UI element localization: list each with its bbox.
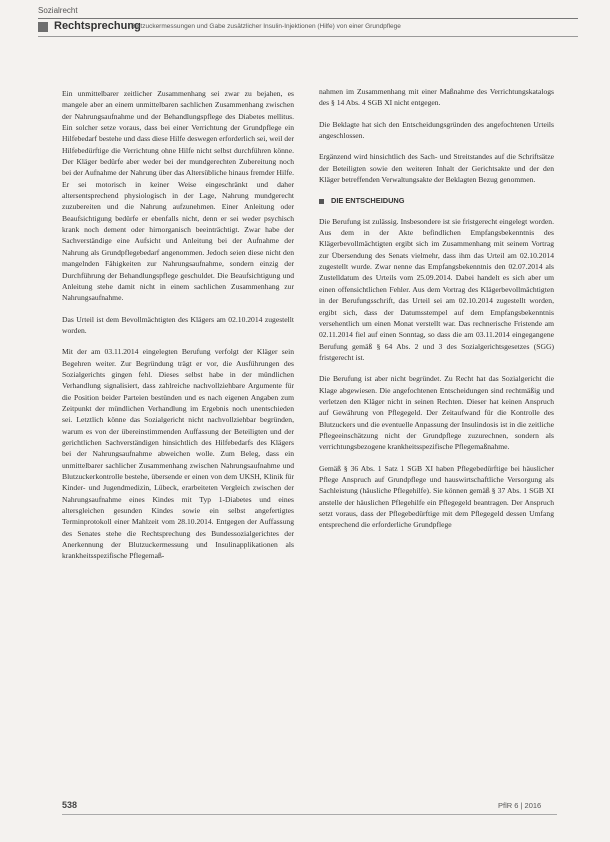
journal-citation: PflR 6 | 2016: [498, 801, 542, 810]
page-number: 538: [62, 800, 78, 810]
paragraph: Die Berufung ist zulässig. Insbesondere ist sie fristgerecht eingelegt worden. Aus dem in der Akte befindlichen Empfangsbekenntnis des Klägerbevollmächtigten ergibt sich im Zusammenhang mit seinem Vortrag zur Übersendung des Senats vielmehr, dass ihm das Urteil am 02.10.2014 zugestellt wurde. Zwar nenne das Empfangsbekenntnis den 02.07.2014 als Zustelldatum des Urteils vom 25.09.2014. Dabei handelt es sich aber um einen offensichtlichen Fehler. Aus dem Vortrag des Klägerbevollmächtigten in der Berufungsschrift, das Urteil sei am 02.10.2014 zugestellt worden, ergibt sich, dass der Datumsstempel auf dem Empfangsbekenntnis versehentlich um einen Monat verstellt war. Das rechnerische Fristende am 02.11.2014 fiel auf einen Sonntag, so dass die am 03.11.2014 eingegangene Berufung gemäß § 64 Abs. 2 und 3 des Sozialgerichtsgesetzes (SGG) fristgerecht ist.: [319, 216, 554, 362]
section-heading: [319, 195, 554, 206]
square-bullet-icon: [319, 199, 324, 204]
right-column: [319, 86, 554, 541]
section-label: Sozialrecht: [38, 6, 78, 15]
paragraph: Die Beklagte hat sich den Entscheidungsgründen des angefochtenen Urteils angeschlossen.: [319, 119, 554, 141]
header-title: Rechtsprechung: [54, 20, 141, 32]
paragraph: Gemäß § 36 Abs. 1 Satz 1 SGB XI haben Pflegebedürftige bei häuslicher Pflege Anspruch auf Grundpflege und hauswirtschaftliche Versorgung als Sachleistung (häusliche Pflegehilfe). Sie können gemäß § 37 Abs. 1 SGB XI anstelle der häuslichen Pflegehilfe ein Pflegegeld beantragen. Der Anspruch setzt voraus, dass der Pflegebedürftige mit dem Pflegegeld dessen Umfang entsprechend die erforderliche Grundpflege: [319, 463, 554, 530]
paragraph: Ein unmittelbarer zeitlicher Zusammenhang sei zwar zu bejahen, es mangele aber an einem unmittelbaren sachlichen Zusammenhang zwischen der Nahrungsaufnahme und der Behandlungspflege des Diabetes mellitus. Ein solcher setze voraus, dass bei einer Verrichtung der Grundpflege ein Hilfebedarf bestehe und dass diese Hilfe deswegen erforderlich sei, weil der Hilfebedürftige die Verrichtung ohne Hilfe nicht selbst durchführen könne. Der Kläger bedürfe aber weder bei der mundgerechten Zubereitung noch bei der Aufnahme der Nahrung über das Altersübliche hinaus fremder Hilfe. Er sei motorisch in keiner Weise eingeschränkt und daher altersentsprechend physiologisch in der Lage, Nahrung mundgerecht zuzubereiten und die Nahrung aufzunehmen. Einer Anleitung oder Beaufsichtigung bedürfe er ebenfalls nicht, denn er sei weder psychisch krank noch dement oder hirnorganisch beeinträchtigt. Zwar habe der Sachverständige eine Aufsicht und Anleitung bei der Aufnahme der Nahrung als Grundpflegebedarf angenommen. Jedoch seien diese nicht den mangelnden Fähigkeiten zur Nahrungsaufnahme, sondern einzig der Durchführung der Behandlungspflege geschuldet. Die Beaufsichtigung und Anleitung stehe damit nicht in einem sachlichen Zusammenhang zur Nahrungsaufnahme.: [62, 89, 294, 303]
top-divider: [38, 18, 578, 19]
paragraph: Ergänzend wird hinsichtlich des Sach- und Streitstandes auf die Schriftsätze der Beteiligten sowie den weiteren Inhalt der Gerichtsakte und der den Kläger betreffenden Verwaltungsakte der Beklagten Bezug genommen.: [319, 152, 554, 185]
section-heading-text: DIE ENTSCHEIDUNG: [331, 196, 405, 206]
footer-divider: [62, 814, 557, 815]
paragraph: nahmen im Zusammenhang mit einer Maßnahme des Verrichtungskatalogs des § 14 Abs. 4 SGB XI nicht entgegen.: [319, 87, 554, 108]
header-subtitle: Blutzuckermessungen und Gabe zusätzlicher Insulin-Injektionen (Hilfe) von einer Grundpflege: [131, 23, 401, 30]
left-column: [62, 88, 294, 572]
paragraph: Mit der am 03.11.2014 eingelegten Berufung verfolgt der Kläger sein Begehren weiter. Zur Begründung trägt er vor, die Ausführungen des Sozialgerichts gingen fehl. Dieses selbst habe in der mündlichen Verhandlung signalisiert, dass zahlreiche nachvollziehbare Argumente für die Position beider Parteien bestünden und es nach eigenen Angaben zum Zeitpunkt der mündlichen Verhandlung im Ergebnis noch unentschieden sei. Letztlich könne das Sozialgericht nicht nachvollziehbar begründen, warum es von der übereinstimmenden Auffassung der Beteiligten und der gerichtlichen Sachverständigen hinsichtlich des Hilfebedarfs des Klägers bei der Nahrungsaufnahme abweichen wolle. Zum Beleg, dass ein unmittelbarer sachlicher Zusammenhang zwischen Nahrungsaufnahme und Blutzuckerkontrolle bestehe, übersende er einen von dem UKSH, Klinik für Kinder- und Jugendmedizin, Lübeck, erarbeiteten Vergleich zwischen der Nahrungsaufnahme eines Kindes mit Typ 1-Diabetes und eines altersgleichen gesunden Kindes sowie ein selbst angefertigtes Terminprotokoll einer Mahlzeit vom 28.10.2014. Entgegen der Auffassung des Senates stehe die Rechtsprechung des Bundessozialgerichtes der Anerkennung der Blutzuckermessung und Insulinapplikationen als krankheitsspezifische Pflegemaß-: [62, 347, 294, 561]
header-square-icon: [38, 22, 48, 32]
paragraph: Das Urteil ist dem Bevollmächtigten des Klägers am 02.10.2014 zugestellt worden.: [62, 314, 294, 335]
header-divider: [38, 36, 578, 37]
paragraph: Die Berufung ist aber nicht begründet. Zu Recht hat das Sozialgericht die Klage abgewiesen. Die angefochtenen Entscheidungen sind rechtmäßig und verletzen den Kläger nicht in seinen Rechten. Dieser hat keinen Anspruch auf Gewährung von Pflegegeld. Der Zeitaufwand für die Kontrolle des Blutzuckers und die eventuelle Anpassung der Insulindosis ist in die zeitliche Pflegeeinschätzung nicht der Grundpflege zuzurechnen, sondern als verrichtungsbezogene krankheitsspezifische Pflegemaßnahme.: [319, 374, 554, 452]
